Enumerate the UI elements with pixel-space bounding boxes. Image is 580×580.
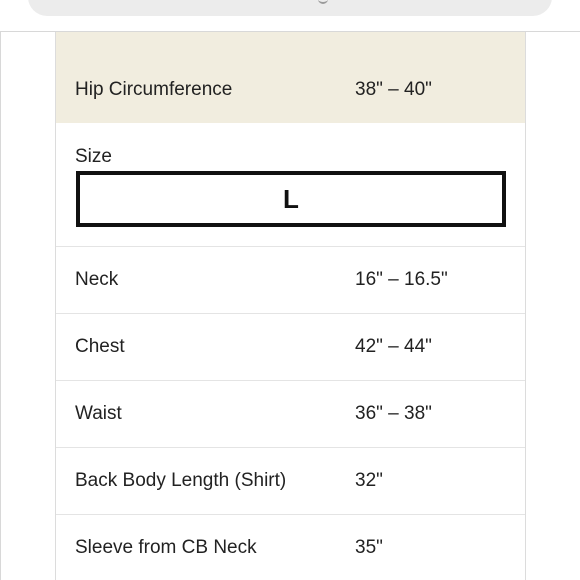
measurement-value: 38" – 40" xyxy=(355,78,432,100)
size-selector-block xyxy=(56,124,525,247)
measurement-row-waist xyxy=(56,381,525,448)
measurement-value: 16" – 16.5" xyxy=(355,269,448,290)
measurement-value: 32" xyxy=(355,470,383,491)
measurement-value: 35" xyxy=(355,537,383,558)
measurement-label: Back Body Length (Shirt) xyxy=(75,470,287,491)
measurement-label: Hip Circumference xyxy=(75,78,233,100)
measurement-value: 36" – 38" xyxy=(355,403,432,424)
search-bar[interactable] xyxy=(28,0,552,16)
top-bar xyxy=(0,0,580,32)
divider xyxy=(0,32,1,580)
measurement-row-sleeve xyxy=(56,515,525,580)
measurement-row-chest xyxy=(56,314,525,381)
measurement-value: 42" – 44" xyxy=(355,336,432,357)
measurement-row-hip xyxy=(56,56,525,123)
highlight-strip xyxy=(56,32,525,56)
size-label: Size xyxy=(75,146,112,167)
measurement-label: Chest xyxy=(75,336,125,357)
measurement-label: Neck xyxy=(75,269,119,290)
measurement-label: Sleeve from CB Neck xyxy=(75,537,257,558)
size-select[interactable] xyxy=(76,171,506,227)
measurement-row-back-length xyxy=(56,448,525,515)
search-text-fragment xyxy=(318,0,328,4)
size-chart-card xyxy=(55,32,526,580)
measurement-label: Waist xyxy=(75,403,122,424)
measurement-row-neck xyxy=(56,247,525,314)
size-select-value: L xyxy=(283,183,299,214)
